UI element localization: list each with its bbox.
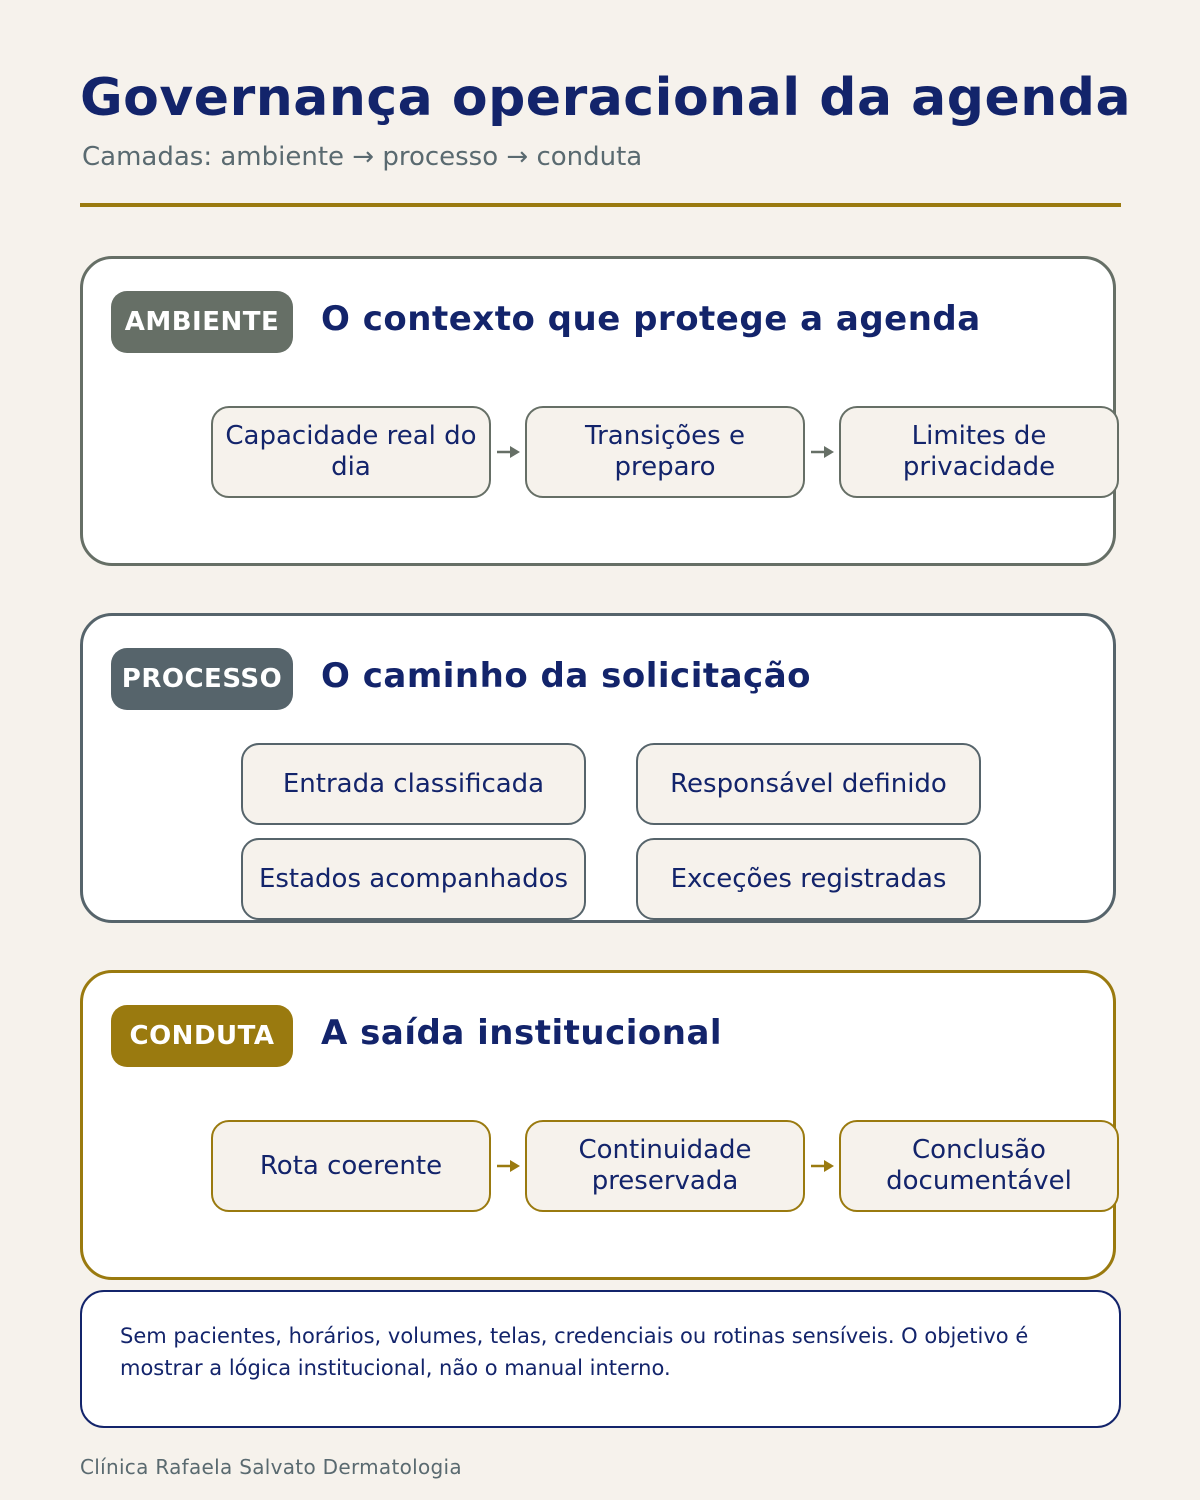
- layer-conduta: [80, 970, 1116, 1280]
- disclaimer-note: Sem pacientes, horários, volumes, telas, credenciais ou rotinas sensíveis. O objetivo é mostrar a lógica institucional, não o manual interno.: [80, 1290, 1121, 1428]
- badge-ambiente: AMBIENTE: [111, 291, 293, 353]
- node-rota: Rota coerente: [211, 1120, 491, 1212]
- layer-heading-ambiente: O contexto que protege a agenda: [321, 299, 981, 339]
- title-divider: [80, 203, 1121, 207]
- layer-heading-conduta: A saída institucional: [321, 1013, 723, 1053]
- node-capacidade: Capacidade real do dia: [211, 406, 491, 498]
- node-responsavel: Responsável definido: [636, 743, 981, 825]
- badge-conduta: CONDUTA: [111, 1005, 293, 1067]
- arrow-right-icon: [496, 1158, 522, 1174]
- page-subtitle: Camadas: ambiente → processo → conduta: [82, 142, 643, 172]
- badge-processo: PROCESSO: [111, 648, 293, 710]
- arrow-right-icon: [810, 1158, 836, 1174]
- node-excecoes: Exceções registradas: [636, 838, 981, 920]
- node-estados: Estados acompanhados: [241, 838, 586, 920]
- layer-processo: [80, 613, 1116, 923]
- node-conclusao: Conclusão documentável: [839, 1120, 1119, 1212]
- footer-credit: Clínica Rafaela Salvato Dermatologia: [80, 1455, 462, 1479]
- page-title: Governança operacional da agenda: [80, 68, 1132, 128]
- arrow-right-icon: [496, 444, 522, 460]
- node-continuidade: Continuidade preservada: [525, 1120, 805, 1212]
- layer-ambiente: [80, 256, 1116, 566]
- node-limites: Limites de privacidade: [839, 406, 1119, 498]
- node-entrada: Entrada classificada: [241, 743, 586, 825]
- node-transicoes: Transições e preparo: [525, 406, 805, 498]
- arrow-right-icon: [810, 444, 836, 460]
- layer-heading-processo: O caminho da solicitação: [321, 656, 812, 696]
